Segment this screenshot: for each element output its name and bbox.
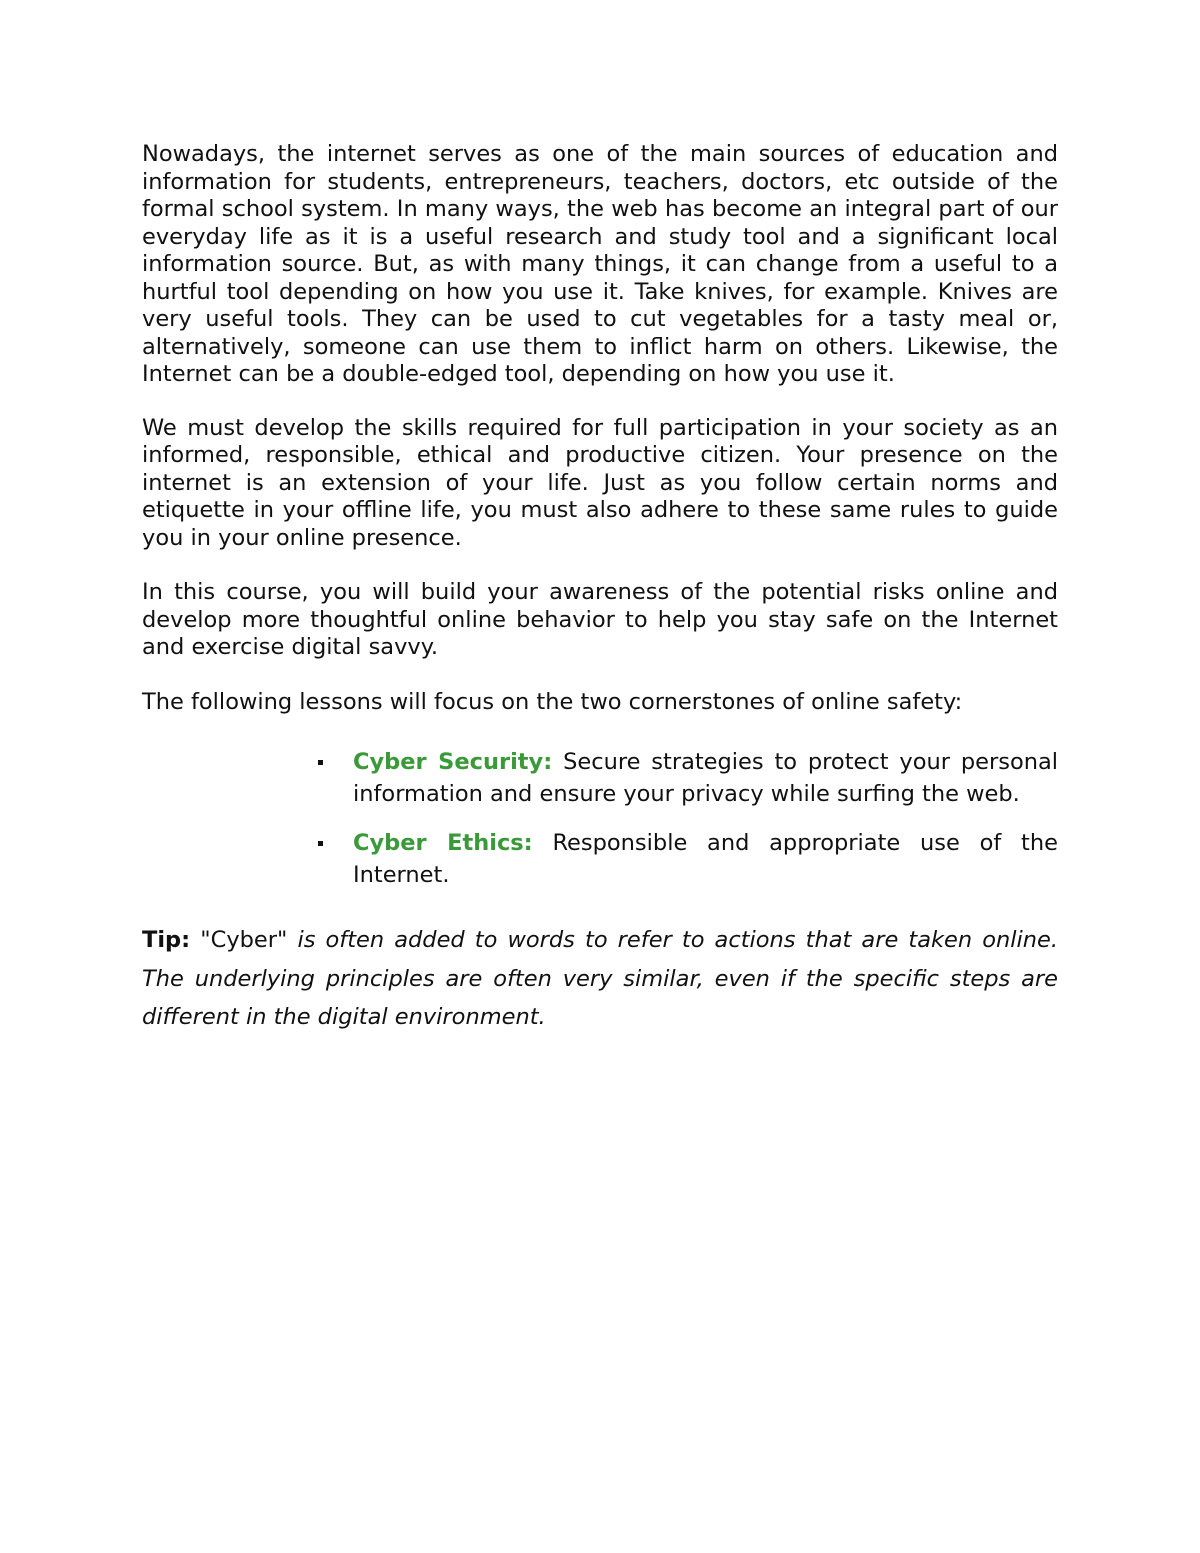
square-bullet-icon [318, 841, 323, 846]
list-item-cyber-security [312, 746, 1058, 810]
bullet-text: Secure strategies to protect your personal information and ensure your privacy while surfing the web. [353, 749, 1059, 807]
intro-paragraph: Nowadays, the internet serves as one of the main sources of education and information for students, entrepreneurs, teachers, doctors, etc outside of the formal school system. In many ways, the web has become an integral part of our everyday life as it is a useful research and study tool and a significant local information source. But, as with many things, it can change from a useful to a hurtful tool depending on how you use it. Take knives, for example. Knives are very useful tools. They can be used to cut vegetables for a tasty meal or, alternatively, someone can use them to inflict harm on others. Likewise, the Internet can be a double-edged tool, depending on how you use it. [142, 141, 1058, 387]
tip-text: is often added to words to refer to actions that are taken online. The underlying principles are often very similar, even if the specific steps are different in the digital environment. [142, 927, 1058, 1030]
skills-paragraph: We must develop the skills required for full participation in your society as an informed, responsible, ethical and productive citizen. Your presence on the internet is an extension of your life. Just as you follow certain norms and etiquette in your offline life, you must also adhere to these same rules to guide you in your online presence. [142, 414, 1058, 551]
course-paragraph: In this course, you will build your awareness of the potential risks online and develop more thoughtful online behavior to help you stay safe on the Internet and exercise digital savvy. [142, 579, 1058, 660]
bullet-term: Cyber Security: [353, 749, 553, 775]
list-item-cyber-ethics [312, 827, 1058, 891]
bullet-term: Cyber Ethics: [353, 830, 533, 856]
tip-quoted-word: "Cyber" [200, 927, 288, 953]
bullet-text: Responsible and appropriate use of the Internet. [353, 830, 1058, 888]
lessons-intro-paragraph: The following lessons will focus on the two cornerstones of online safety: [142, 688, 963, 715]
tip-note [142, 921, 1058, 1037]
document-body [142, 141, 1058, 1037]
tip-label: Tip: [142, 927, 191, 953]
cornerstones-list [312, 746, 1058, 891]
square-bullet-icon [318, 760, 323, 765]
